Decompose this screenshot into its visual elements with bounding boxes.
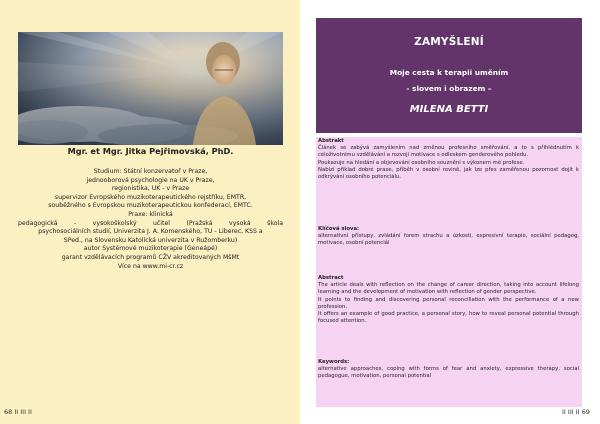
- abstract-en-paragraph: It offers an example of good practice, a personal story, how to reveal personal potential through focused attention.: [318, 311, 579, 325]
- author-bio: [18, 168, 283, 271]
- bio-line: souběžného s Evropskou muzikoterapeutickou konfederací, EMTC.: [48, 202, 253, 210]
- sky-portrait-image: [18, 32, 283, 145]
- keywords-en-label: Keywords:: [318, 359, 350, 365]
- bio-line: garant vzdělávacích programů CŽV akreditovaných MšMt: [61, 253, 240, 261]
- bio-line: Praxe: klinická: [128, 210, 173, 218]
- keywords-en: [318, 359, 579, 381]
- abstract-cz-paragraph: Poukazuje na hledání a objevování osobního souznění s výkonem mé profese.: [318, 159, 525, 166]
- keywords-cz-text: alternativní přístupy, zvládání forem strachu a úzkosti, expresivní terapie, sociální pedagog, motivace, osobní potenciál: [318, 233, 579, 247]
- abstract-cz-paragraph: Nabízí příklad dobré praxe, příběh v osobní rovině, jak lze přes zaměřenou pozornost dojít k odkrývání osobního potenciálu.: [318, 166, 579, 181]
- bio-line: jednooborová psychologie na UK v Praze,: [86, 176, 215, 184]
- keywords-cz-label: Klíčová slova:: [318, 226, 360, 232]
- abstract-box: [316, 137, 582, 407]
- bio-line: psychosociálních studií, Univerzita J. A. Komenského, TU - Liberec, KSS a: [38, 228, 263, 236]
- keywords-cz: [318, 226, 579, 248]
- article-subtitle: Moje cesta k terapii uměním: [389, 68, 509, 77]
- abstract-cz: [318, 138, 579, 181]
- author-name: Mgr. et Mgr. Jitka Pejřimovská, PhD.: [67, 146, 234, 156]
- abstract-cz-label: Abstrakt: [318, 138, 344, 144]
- bio-line: SPed., na Slovensku Katolícká univerzita v Ružomberku): [63, 236, 238, 244]
- abstract-en-paragraph: It points to finding and discovering personal reconciliation with the performance of a new profession.: [318, 296, 579, 310]
- page-number-left: 68 II III II: [4, 408, 32, 416]
- article-subtitle-line2: - slovem i obrazem –: [406, 84, 492, 93]
- author-photo: [18, 32, 283, 145]
- keywords-en-text: alternative approaches, coping with forms of fear and anxiety, expressive therapy, social pedagogue, motivation, personal potential: [318, 366, 579, 380]
- bio-line: pedagogická - vysokoškolský učitel (Pražská vysoká škola: [18, 219, 283, 227]
- abstract-en-paragraph: The article deals with reflection on the change of career direction, taking into account lifelong learning and the development of motivation with reflection of gender perspective.: [318, 282, 579, 296]
- article-author: MILENA BETTI: [409, 104, 489, 115]
- page-number-right: II III II 69: [562, 408, 590, 416]
- bio-line: Studium: Státní konzervatoř v Praze,: [93, 168, 208, 175]
- article-header: [316, 18, 582, 133]
- abstract-en-label: Abstract: [318, 275, 344, 281]
- section-title: ZAMYŠLENÍ: [414, 36, 484, 48]
- page-gutter: [300, 0, 314, 424]
- bio-line: Více na www.mi-cr.cz: [117, 262, 184, 270]
- bio-line: autor Systémové muzikoterapie (Geneápé): [83, 245, 218, 253]
- abstract-cz-paragraph: Článek se zabývá zamyšlením nad změnou profesního směřování, a to s přihlédnutím k celoživotnímu vzdělávání a rozvoji motivace s odleskem genderového pohledu.: [318, 145, 579, 159]
- bio-line: regionistika, UK - v Praze: [111, 185, 190, 193]
- bio-line: supervizor Evropského muzikoterapeutického rejstříku, EMTR,: [54, 193, 247, 201]
- abstract-en: [318, 275, 579, 325]
